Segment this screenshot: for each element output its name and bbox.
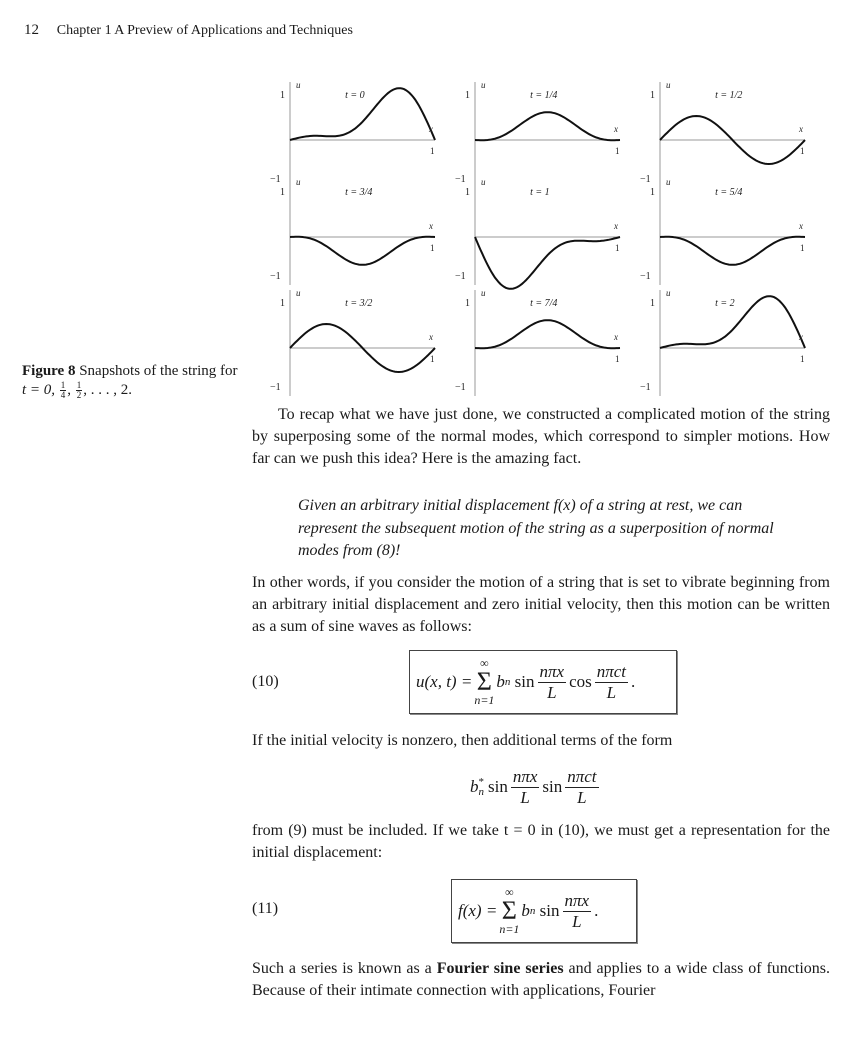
snapshot-panel — [455, 288, 620, 396]
tick-label-x: 1 — [615, 243, 620, 253]
time-label: t = 1/4 — [530, 90, 558, 101]
eq11-lhs: f(x) = — [458, 901, 498, 920]
equation-11-number: (11) — [252, 900, 279, 917]
x-axis-label: x — [429, 332, 433, 342]
tick-label-pos: 1 — [650, 187, 655, 198]
equation-10: u(x, t) = ∞ Σ n=1 b n sin nπx L cos nπct L . — [416, 656, 636, 707]
time-label: t = 3/2 — [345, 298, 373, 309]
tick-label-x: 1 — [430, 354, 435, 364]
time-label: t = 5/4 — [715, 187, 743, 198]
theorem-quote: Given an arbitrary initial displacement f(x) of a string at rest, we can represent the subsequent motion of the string as a superposition of normal modes from (8)! — [298, 497, 774, 559]
tick-label-neg: −1 — [270, 382, 281, 393]
eq10-sum: ∞ Σ n=1 — [474, 656, 495, 707]
term-fourier-sine-series: Fourier sine series — [436, 960, 564, 977]
time-label: t = 2 — [715, 298, 735, 309]
tick-label-pos: 1 — [280, 187, 285, 198]
tick-label-pos: 1 — [280, 90, 285, 101]
eq11-frac: nπx L — [564, 890, 590, 931]
caption-frac-half: $\frac{1}{2}$ — [76, 380, 82, 401]
eq11-sum: ∞ Σ n=1 — [499, 885, 520, 936]
u-axis-label: u — [666, 177, 671, 187]
equation-11: f(x) = ∞ Σ n=1 b n sin nπx L . — [458, 885, 599, 936]
u-axis-label: u — [666, 80, 671, 90]
tick-label-x: 1 — [615, 146, 620, 156]
paragraph-other-words: In other words, if you consider the motion of a string that is set to vibrate beginning from an arbitrary initial displacement and zero initial velocity, then this motion can be written as a sum of sine waves as follows: — [252, 574, 830, 635]
tick-label-x: 1 — [800, 146, 805, 156]
equation-10-number: (10) — [252, 673, 279, 690]
snapshot-panel — [640, 288, 805, 396]
string-curve — [475, 237, 620, 289]
tick-label-pos: 1 — [650, 90, 655, 101]
time-label: t = 1 — [530, 187, 550, 198]
snapshot-panel — [640, 177, 805, 285]
tick-label-pos: 1 — [650, 298, 655, 309]
tick-label-pos: 1 — [280, 298, 285, 309]
tick-label-neg: −1 — [270, 271, 281, 282]
tick-label-neg: −1 — [455, 174, 466, 185]
u-axis-label: u — [296, 177, 301, 187]
x-axis-label: x — [429, 124, 433, 134]
tick-label-x: 1 — [430, 146, 435, 156]
caption-math-end: , . . . , 2. — [83, 382, 133, 398]
x-axis-label: x — [799, 124, 803, 134]
u-axis-label: u — [481, 177, 486, 187]
extra-frac-1: nπx L — [512, 766, 538, 807]
equation-11-box — [451, 879, 637, 943]
time-label: t = 1/2 — [715, 90, 743, 101]
x-axis-label: x — [799, 221, 803, 231]
snapshot-panel — [455, 80, 620, 188]
figure-8 — [255, 80, 835, 400]
time-label: t = 7/4 — [530, 298, 558, 309]
caption-text: Snapshots of the string for — [79, 363, 238, 379]
tick-label-x: 1 — [800, 354, 805, 364]
eq10-frac-2: nπct L — [596, 661, 627, 702]
snapshot-grid — [255, 80, 835, 400]
time-label: t = 0 — [345, 90, 365, 101]
x-axis-label: x — [614, 221, 618, 231]
string-curve — [660, 237, 805, 265]
tick-label-pos: 1 — [465, 90, 470, 101]
paragraph-nonzero-velocity: If the initial velocity is nonzero, then additional terms of the form — [252, 732, 673, 749]
string-curve — [475, 320, 620, 348]
snapshot-panel — [640, 80, 805, 188]
snapshot-panel — [270, 288, 435, 396]
paragraph-recap: To recap what we have just done, we constructed a complicated motion of the string by superposing some of the normal modes, which correspond to simpler motions. How far can we push this idea? Here is the amazing fact. — [252, 406, 830, 467]
snapshot-panel — [270, 80, 435, 188]
tick-label-neg: −1 — [640, 382, 651, 393]
tick-label-neg: −1 — [640, 174, 651, 185]
tick-label-x: 1 — [800, 243, 805, 253]
time-label: t = 3/4 — [345, 187, 373, 198]
tick-label-neg: −1 — [270, 174, 281, 185]
string-curve — [475, 112, 620, 140]
u-axis-label: u — [481, 80, 486, 90]
u-axis-label: u — [481, 288, 486, 298]
additional-terms-formula: b * n sin nπx L sin nπct L — [470, 766, 597, 807]
equation-10-box — [409, 650, 677, 714]
snapshot-panel — [455, 177, 620, 289]
caption-math-start: t = 0, — [22, 382, 56, 398]
running-header — [24, 22, 353, 39]
x-axis-label: x — [614, 124, 618, 134]
u-axis-label: u — [296, 80, 301, 90]
x-axis-label: x — [429, 221, 433, 231]
eq10-frac-1: nπx L — [539, 661, 565, 702]
tick-label-neg: −1 — [455, 271, 466, 282]
tick-label-x: 1 — [430, 243, 435, 253]
tick-label-x: 1 — [615, 354, 620, 364]
tick-label-neg: −1 — [640, 271, 651, 282]
snapshot-panel — [270, 177, 435, 285]
eq10-lhs: u(x, t) = — [416, 672, 473, 691]
figure-caption: Figure 8 Snapshots of the string for t = 0, $\frac{1}{4}$ , $\frac{1}{2}$ , . . . , 2. — [22, 363, 238, 401]
chapter-title: Chapter 1 A Preview of Applications and Techniques — [56, 23, 353, 38]
page-number: 12 — [24, 22, 39, 38]
x-axis-label: x — [799, 332, 803, 342]
caption-label: Figure 8 — [22, 363, 76, 379]
string-curve — [290, 237, 435, 265]
tick-label-neg: −1 — [455, 382, 466, 393]
u-axis-label: u — [296, 288, 301, 298]
x-axis-label: x — [614, 332, 618, 342]
caption-frac-quarter: $\frac{1}{4}$ — [60, 380, 66, 401]
tick-label-pos: 1 — [465, 187, 470, 198]
paragraph-initial-displacement: from (9) must be included. If we take t = 0 in (10), we must get a representation for the initial displacement: — [252, 822, 830, 861]
extra-frac-2: nπct L — [567, 766, 597, 807]
paragraph-fourier-series: Such a series is known as a Fourier sine series and applies to a wide class of functions. Because of their intimate connection with applications, Fourier — [252, 960, 831, 999]
tick-label-pos: 1 — [465, 298, 470, 309]
u-axis-label: u — [666, 288, 671, 298]
